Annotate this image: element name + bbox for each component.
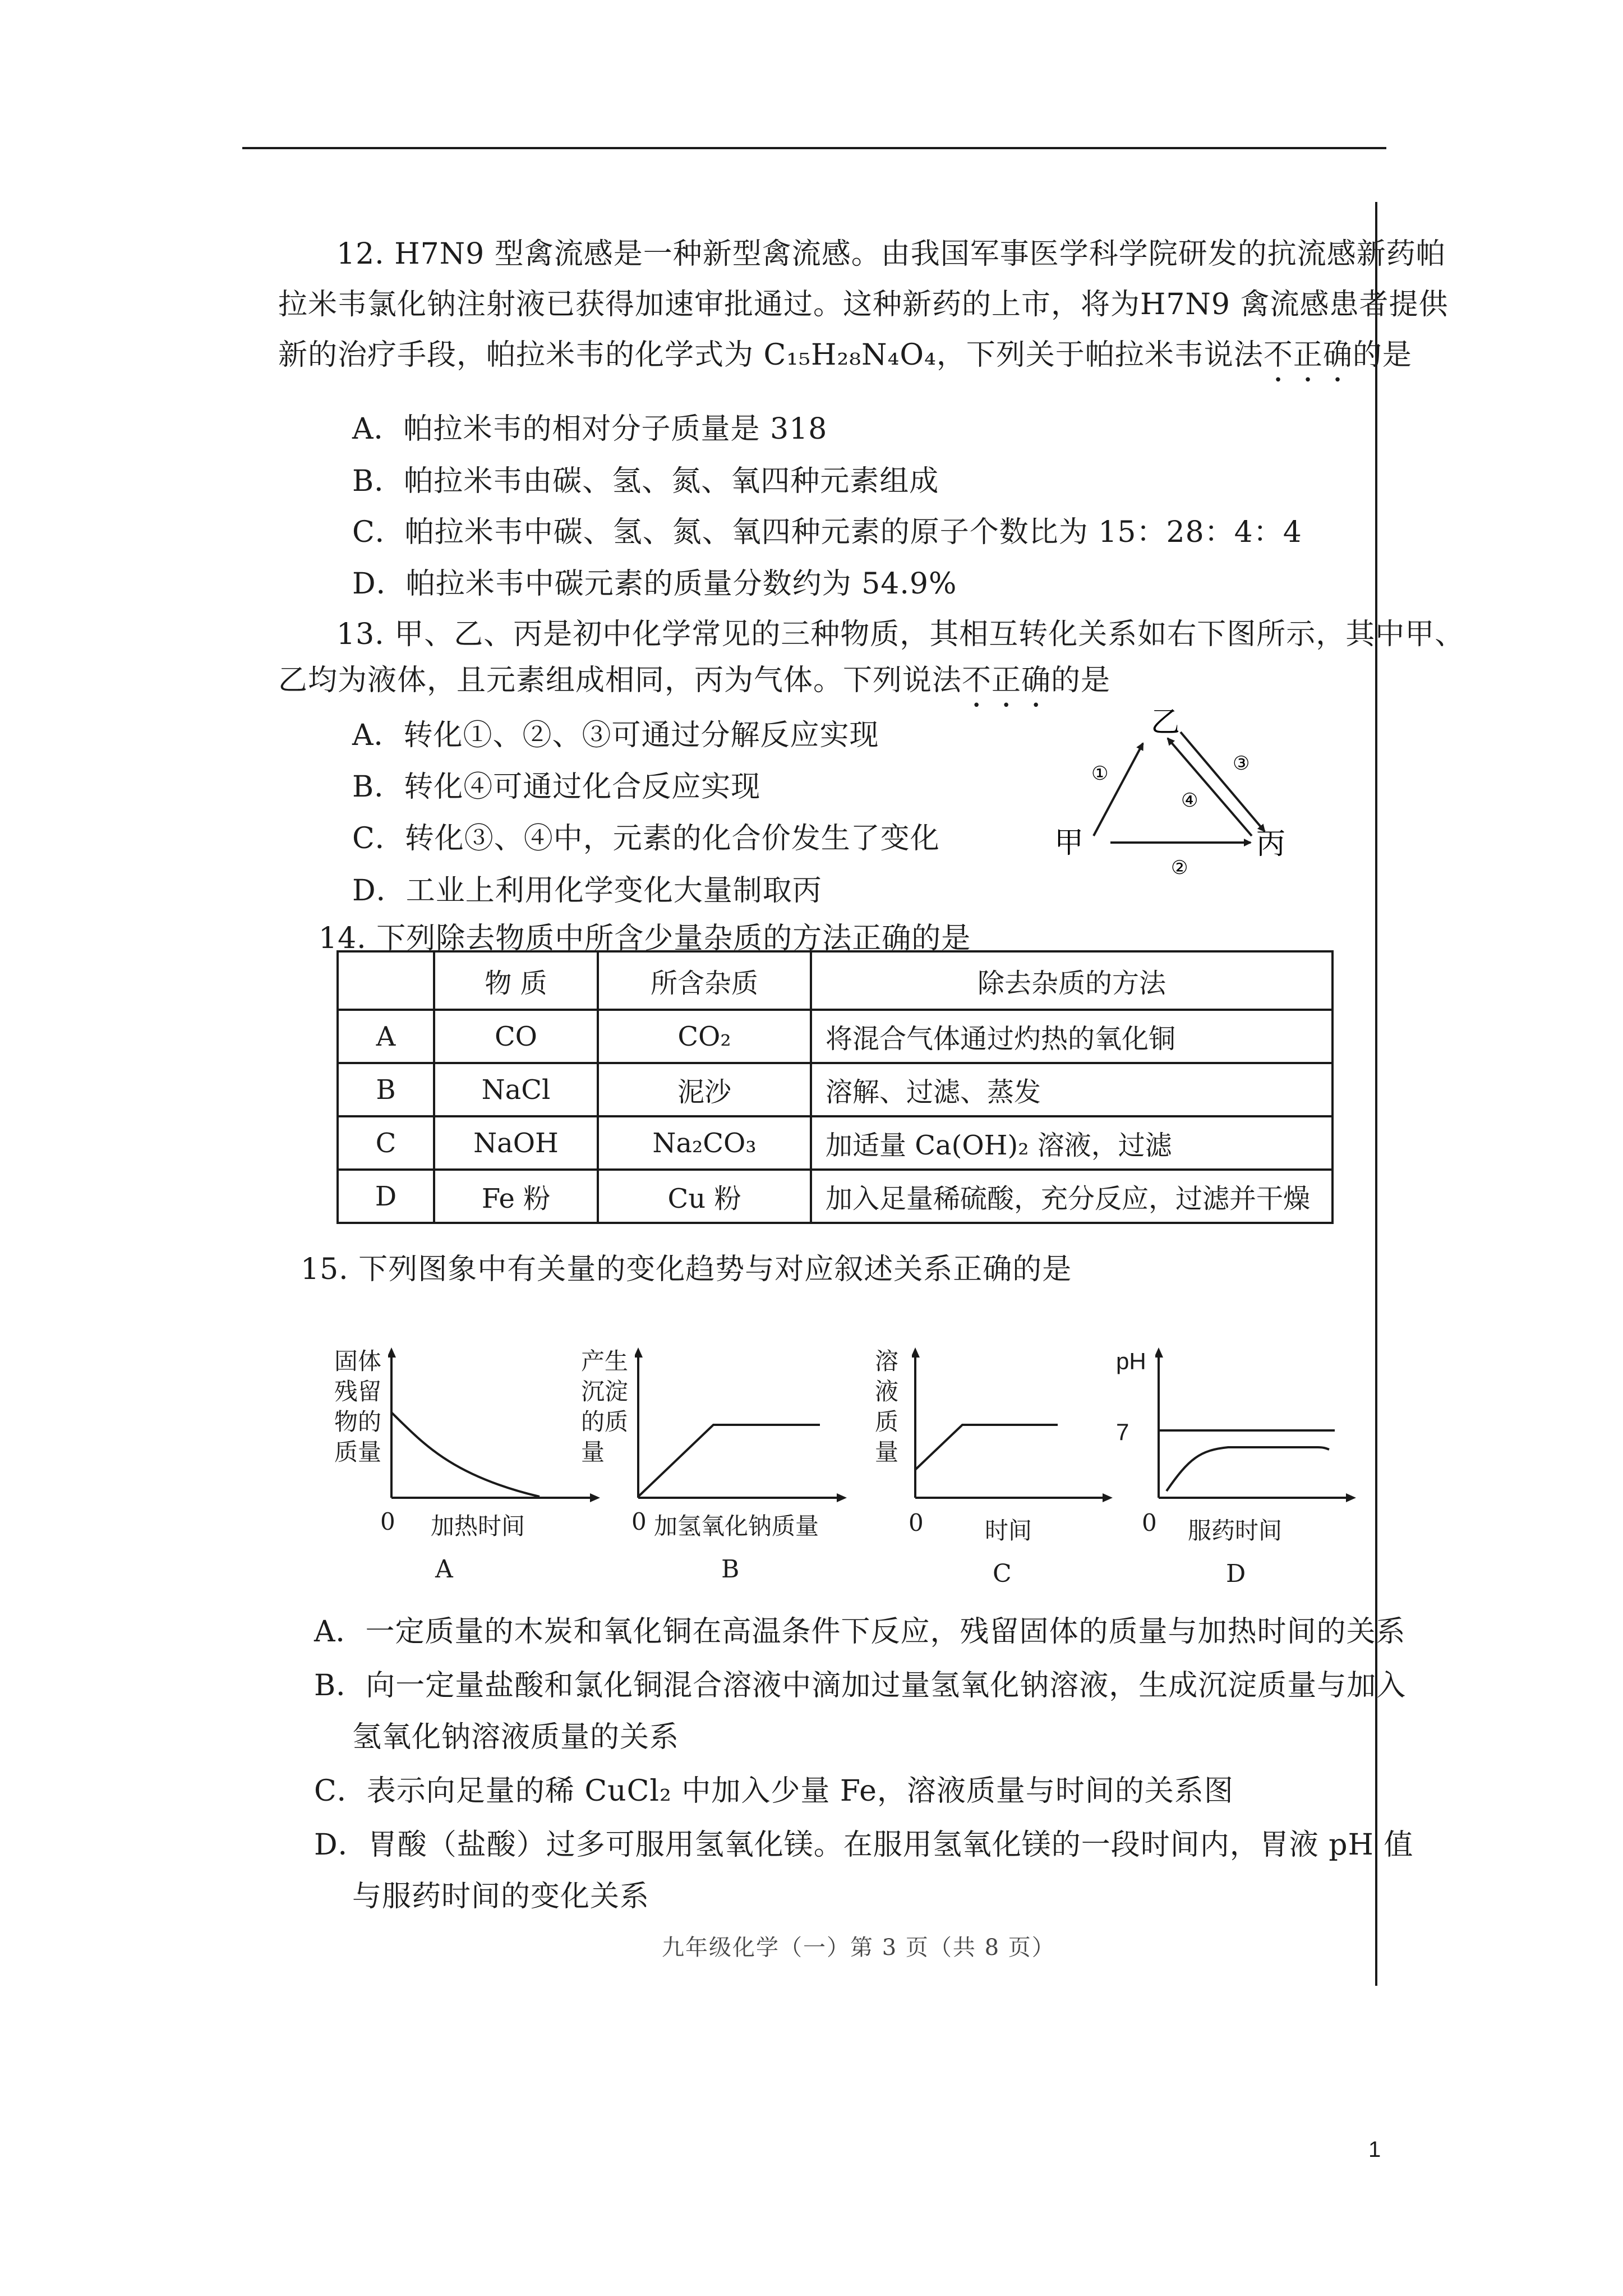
- q12-line3: [278, 331, 1412, 389]
- graph-a-origin: 0: [380, 1508, 395, 1535]
- q12-emphasis: 不正确: [1263, 338, 1353, 372]
- method-cell: 溶解、过滤、蒸发: [811, 1063, 1332, 1116]
- header-cell: 物 质: [434, 951, 598, 1010]
- q13-option-b: B．转化④可通过化合反应实现: [352, 770, 761, 804]
- header-rule: [242, 147, 1386, 149]
- node-bing: 丙: [1256, 827, 1286, 861]
- ylabel-line: 量: [875, 1438, 899, 1466]
- q15-option-a: A．一定质量的木炭和氧化铜在高温条件下反应，残留固体的质量与加热时间的关系: [314, 1615, 1406, 1649]
- graph-a-curve: [391, 1412, 540, 1497]
- graph-c-xlabel: 时间: [985, 1517, 1032, 1544]
- table-row: [338, 1063, 1332, 1116]
- x-axis-arrow: [1346, 1493, 1356, 1502]
- graph-d: [1116, 1346, 1385, 1588]
- q13-line1: 13. 甲、乙、丙是初中化学常见的三种物质，其相互转化关系如右下图所示，其中甲、: [336, 618, 1465, 651]
- x-axis-arrow: [1103, 1493, 1113, 1502]
- graph-b-plot: [635, 1346, 848, 1509]
- graph-d-origin: 0: [1142, 1509, 1157, 1536]
- q12-option-b: B．帕拉米韦由碳、氢、氮、氧四种元素组成: [352, 464, 939, 498]
- q15-option-d-cont: 与服药时间的变化关系: [352, 1880, 650, 1913]
- graph-c-curve: [915, 1425, 1058, 1470]
- label-3: ③: [1233, 752, 1250, 775]
- q13-option-c: C．转化③、④中，元素的化合价发生了变化: [352, 822, 940, 855]
- page-number: 1: [1368, 2137, 1381, 2162]
- arrow-3: [1181, 732, 1265, 831]
- q15-option-b-cont: 氢氧化钠溶液质量的关系: [352, 1720, 680, 1754]
- graph-d-ylabel: [1116, 1346, 1146, 1377]
- q15-option-b: B．向一定量盐酸和氯化铜混合溶液中滴加过量氢氧化钠溶液，生成沉淀质量与加入: [314, 1669, 1407, 1703]
- method-cell: 加入足量稀硫酸，充分反应，过滤并干燥: [811, 1170, 1332, 1223]
- x-axis-arrow: [837, 1493, 847, 1502]
- y-axis-arrow: [388, 1347, 396, 1358]
- q13-line2: [278, 656, 1110, 714]
- arrow-1: [1094, 743, 1143, 836]
- graph-b: [581, 1346, 895, 1582]
- impurity-cell: 泥沙: [598, 1063, 811, 1116]
- ylabel-line: 沉淀: [581, 1378, 629, 1405]
- substance-cell: NaCl: [434, 1063, 598, 1116]
- graph-c-origin: 0: [909, 1509, 924, 1536]
- graph-b-label: B: [721, 1555, 740, 1584]
- y-axis-arrow: [1155, 1347, 1163, 1358]
- graph-d-ytick: 7: [1116, 1419, 1129, 1445]
- q13-emphasis: 不正确: [962, 664, 1052, 697]
- q15-option-d: D．胃酸（盐酸）过多可服用氢氧化镁。在服用氢氧化镁的一段时间内，胃液 pH 值: [314, 1828, 1414, 1862]
- graph-c-plot: [912, 1346, 1114, 1509]
- graph-d-xlabel: 服药时间: [1188, 1517, 1283, 1544]
- graph-d-label: D: [1226, 1559, 1246, 1588]
- ylabel-line: 的质: [581, 1408, 629, 1435]
- header-cell: 所含杂质: [598, 951, 811, 1010]
- header-cell: [338, 951, 434, 1010]
- q12-line3-text: 新的治疗手段，帕拉米韦的化学式为 C₁₅H₂₈N₄O₄，下列关于帕拉米韦说法: [278, 338, 1264, 372]
- q12-option-d: D．帕拉米韦中碳元素的质量分数约为 54.9%: [352, 567, 957, 601]
- q13-option-d: D．工业上利用化学变化大量制取丙: [352, 874, 822, 908]
- page-footer: 九年级化学（一）第 3 页（共 8 页）: [662, 1935, 1055, 1961]
- graph-b-curve: [638, 1425, 820, 1497]
- graph-a-ylabel: [334, 1346, 381, 1467]
- label-4: ④: [1181, 789, 1198, 812]
- q12-option-a: A．帕拉米韦的相对分子质量是 318: [352, 412, 828, 446]
- q15-stem: 15. 下列图象中有关量的变化趋势与对应叙述关系正确的是: [301, 1253, 1072, 1286]
- q12-option-c: C．帕拉米韦中碳、氢、氮、氧四种元素的原子个数比为 15：28：4：4: [352, 516, 1302, 549]
- graph-c: [875, 1346, 1133, 1588]
- margin-rule: [1375, 202, 1377, 1986]
- q15-option-c: C．表示向足量的稀 CuCl₂ 中加入少量 Fe，溶液质量与时间的关系图: [314, 1774, 1234, 1808]
- ylabel-line: 量: [581, 1438, 605, 1466]
- label-2: ②: [1171, 857, 1188, 879]
- q13-line2-text: 乙均为液体，且元素组成相同，丙为气体。下列说法: [278, 664, 962, 697]
- table-row: [338, 1116, 1332, 1170]
- option-letter-cell: D: [338, 1170, 434, 1223]
- y-axis-arrow: [635, 1347, 643, 1358]
- node-yi: 乙: [1151, 706, 1181, 739]
- method-cell: 将混合气体通过灼热的氧化铜: [811, 1010, 1332, 1063]
- header-cell: 除去杂质的方法: [811, 951, 1332, 1010]
- substance-cell: CO: [434, 1010, 598, 1063]
- option-letter-cell: B: [338, 1063, 434, 1116]
- q14-stem: 14. 下列除去物质中所含少量杂质的方法正确的是: [319, 922, 971, 955]
- table-header-row: [338, 951, 1332, 1010]
- option-letter-cell: C: [338, 1116, 434, 1170]
- graph-d-curve: [1166, 1447, 1329, 1491]
- graph-c-label: C: [993, 1559, 1012, 1588]
- q13-line2-end: 的是: [1051, 664, 1111, 697]
- substance-cell: NaOH: [434, 1116, 598, 1170]
- graph-a-xlabel: 加热时间: [431, 1512, 525, 1540]
- table-row: [338, 1010, 1332, 1063]
- ylabel-line: 质量: [334, 1438, 382, 1466]
- graph-a-label: A: [435, 1555, 453, 1584]
- y-axis-arrow: [912, 1347, 920, 1358]
- ylabel-line: 固体: [334, 1347, 382, 1375]
- q12-line2: 拉米韦氯化钠注射液已获得加速审批通过。这种新药的上市，将为H7N9 禽流感患者提供: [278, 288, 1449, 321]
- ylabel-line: 液: [875, 1378, 899, 1405]
- substance-cell: Fe 粉: [434, 1170, 598, 1223]
- q13-transformation-diagram: [1054, 701, 1312, 886]
- ylabel-line: 溶: [875, 1347, 899, 1375]
- option-letter-cell: A: [338, 1010, 434, 1063]
- ylabel-line: 物的: [334, 1408, 382, 1435]
- ylabel-line: 产生: [581, 1347, 629, 1375]
- label-1: ①: [1091, 762, 1109, 785]
- graph-b-ylabel: [581, 1346, 628, 1467]
- node-jia: 甲: [1054, 826, 1084, 860]
- graph-b-xlabel: 加氢氧化钠质量: [654, 1512, 819, 1540]
- method-cell: 加适量 Ca(OH)₂ 溶液，过滤: [811, 1116, 1332, 1170]
- impurity-cell: Cu 粉: [598, 1170, 811, 1223]
- q12-line1: 12. H7N9 型禽流感是一种新型禽流感。由我国军事医学科学院研发的抗流感新药帕: [336, 237, 1446, 271]
- impurity-cell: CO₂: [598, 1010, 811, 1063]
- ylabel-line: 质: [875, 1408, 899, 1435]
- ylabel-line: pH: [1116, 1348, 1146, 1374]
- graph-a-plot: [388, 1346, 601, 1509]
- graph-d-plot: [1155, 1346, 1357, 1509]
- graph-b-origin: 0: [631, 1508, 647, 1535]
- q12-line3-end: 的是: [1352, 338, 1412, 372]
- table-row: [338, 1170, 1332, 1223]
- graph-c-ylabel: [875, 1346, 898, 1467]
- impurity-cell: Na₂CO₃: [598, 1116, 811, 1170]
- q13-option-a: A．转化①、②、③可通过分解反应实现: [352, 719, 879, 752]
- q14-table: [336, 950, 1334, 1224]
- ylabel-line: 残留: [334, 1378, 382, 1405]
